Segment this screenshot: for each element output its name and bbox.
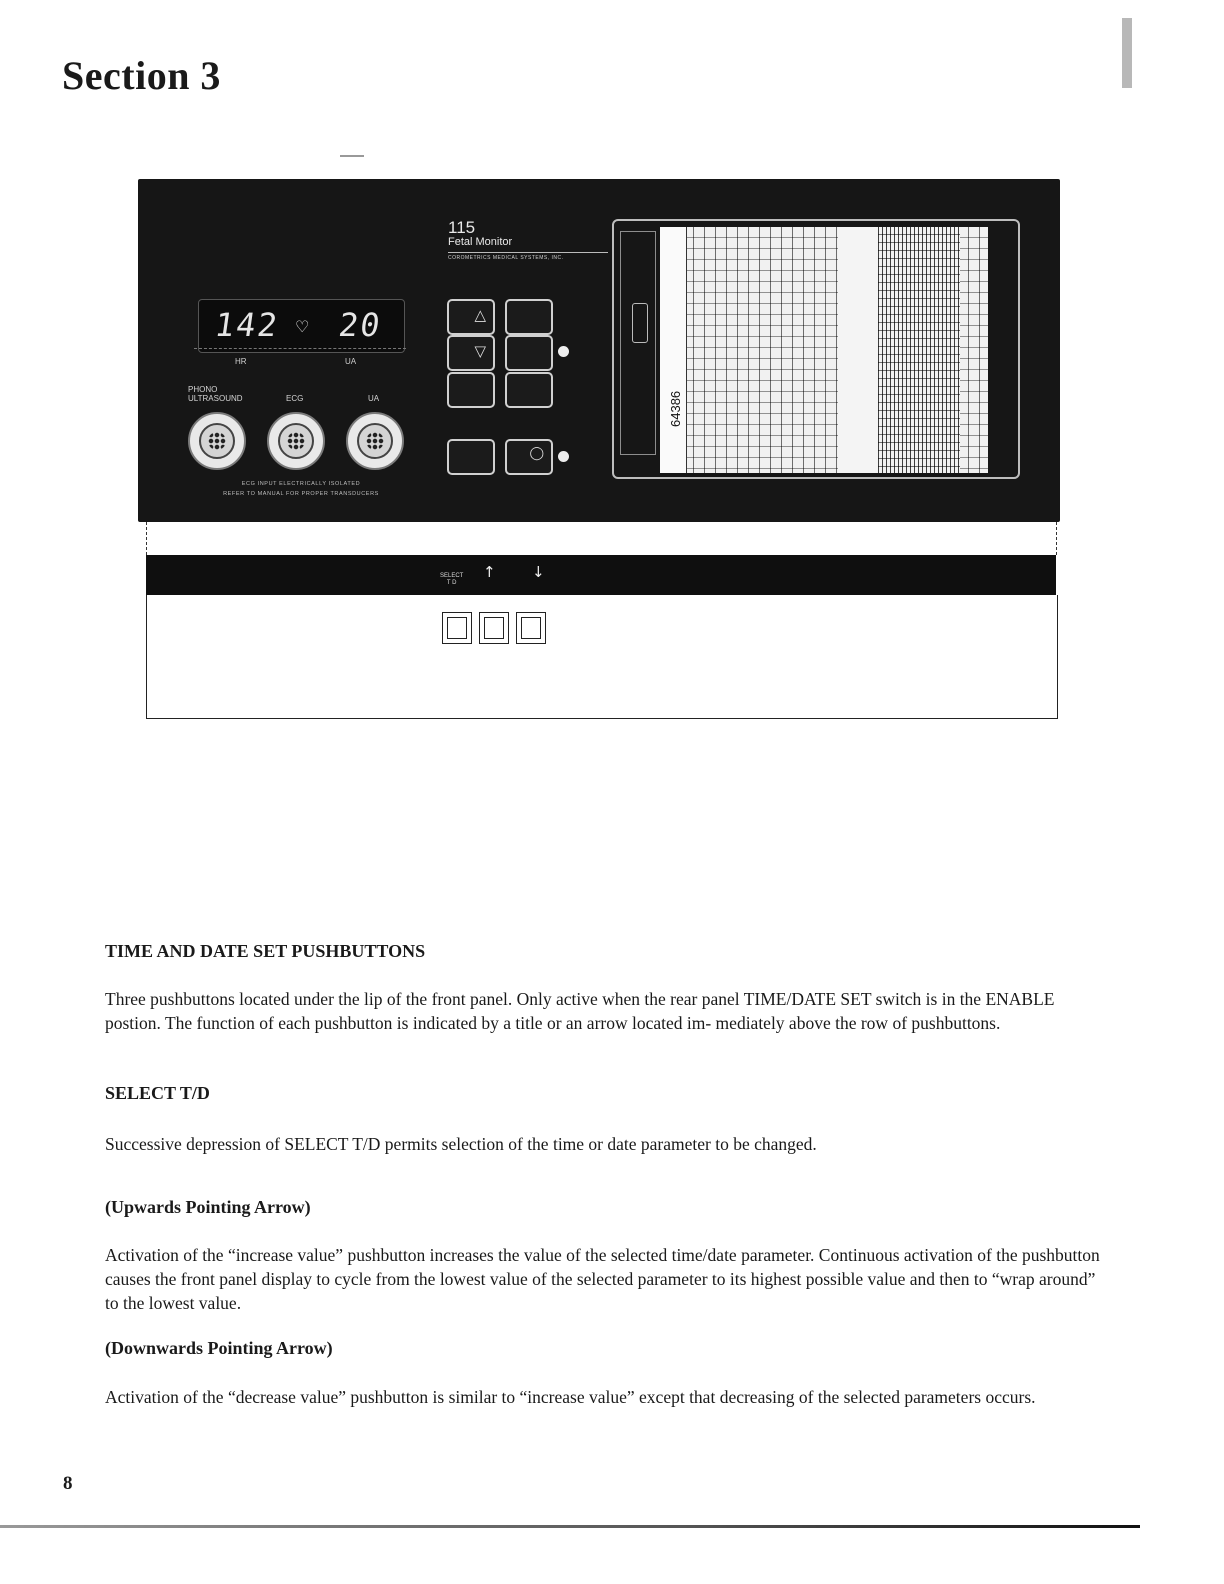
display-divider (194, 348, 406, 349)
arrow-down-icon: ↓ (532, 563, 545, 581)
select-heading: SELECT T/D (105, 1083, 210, 1103)
triangle-down-icon: ▽ (474, 342, 486, 360)
scan-artifact (1122, 18, 1132, 88)
function-key-4[interactable] (505, 372, 553, 408)
increase-value-button[interactable] (479, 612, 509, 644)
triangle-up-icon: △ (474, 306, 486, 324)
power-key[interactable] (505, 439, 553, 475)
decrease-key[interactable] (447, 335, 495, 371)
phono-ultrasound-label: PHONO ULTRASOUND (188, 385, 243, 403)
power-switch-icon: ◯ (529, 446, 544, 461)
ecg-connector[interactable] (267, 412, 325, 470)
strip-chart-recorder (612, 219, 1018, 477)
brand-block (448, 219, 608, 261)
arrow-up-icon: ↑ (483, 563, 496, 581)
hr-readout: 142 (212, 306, 282, 344)
scan-edge-rule (0, 1525, 1140, 1528)
decrease-value-button[interactable] (516, 612, 546, 644)
down-arrow-paragraph: Activation of the “decrease value” pushbutton is similar to “increase value” except that decreasing of the selected parameters occurs. (105, 1387, 1036, 1407)
select-td-label: SELECT T D (440, 573, 464, 586)
function-key-3[interactable] (447, 372, 495, 408)
panel-note-line-2: REFER TO MANUAL FOR PROPER TRANSDUCERS (223, 491, 379, 497)
indicator-light (558, 346, 569, 357)
edge-marker (146, 522, 147, 555)
down-arrow-heading: (Downwards Pointing Arrow) (105, 1338, 333, 1358)
section-heading: TIME AND DATE SET PUSHBUTTONS (105, 941, 426, 961)
increase-key[interactable] (447, 299, 495, 335)
chart-paper-id: 64386 (668, 390, 683, 427)
up-arrow-heading: (Upwards Pointing Arrow) (105, 1197, 311, 1217)
scan-artifact (340, 155, 364, 157)
numeric-display (198, 299, 405, 353)
page-number: 8 (63, 1473, 73, 1494)
select-paragraph: Successive depression of SELECT T/D permits selection of the time or date parameter to be changed. (105, 1134, 817, 1154)
chart-paper-margin (660, 227, 687, 473)
function-key-2[interactable] (505, 335, 553, 371)
chart-gap (838, 227, 878, 473)
hr-label: HR (235, 357, 247, 366)
ua-connector[interactable] (346, 412, 404, 470)
lower-panel (146, 595, 1058, 719)
function-key-1[interactable] (505, 299, 553, 335)
paper-release-button[interactable] (632, 303, 648, 343)
ua-connector-label: UA (368, 394, 380, 403)
ecg-label: ECG (286, 394, 304, 403)
function-key-5[interactable] (447, 439, 495, 475)
uterine-activity-grid (878, 227, 960, 473)
ua-label: UA (345, 357, 357, 366)
up-arrow-paragraph: Activation of the “increase value” pushbutton increases the value of the selected time/date parameter. Continuous activation of the pushbutton causes the front panel display to cycle from the lowest value of the selected parameter to its highest possible value and then to “wrap around” to the lowest value. (105, 1245, 1100, 1313)
ua-readout: 20 (336, 306, 385, 344)
indicator-light (558, 451, 569, 462)
fetal-monitor-illustration (138, 179, 1060, 720)
company-name: COROMETRICS MEDICAL SYSTEMS, INC. (448, 255, 564, 261)
front-panel (138, 179, 1060, 522)
heart-icon: ♡ (295, 319, 310, 336)
chart-paper (660, 227, 988, 473)
edge-marker (1056, 522, 1057, 555)
under-lip-strip (146, 555, 1056, 595)
brand-divider (448, 252, 608, 253)
section-title: Section 3 (62, 53, 221, 98)
model-number: 115 (448, 218, 476, 237)
intro-paragraph: Three pushbuttons located under the lip of the front panel. Only active when the rear panel TIME/DATE SET switch is in the ENABLE postion. The function of each pushbutton is indicated by a title or an arrow located im- mediately above the row of pushbuttons. (105, 989, 1055, 1033)
paper-slot (620, 231, 656, 455)
panel-note-line-1: ECG INPUT ELECTRICALLY ISOLATED (241, 481, 361, 487)
product-name: Fetal Monitor (448, 236, 513, 248)
select-td-button[interactable] (442, 612, 472, 644)
phono-ultrasound-connector[interactable] (188, 412, 246, 470)
